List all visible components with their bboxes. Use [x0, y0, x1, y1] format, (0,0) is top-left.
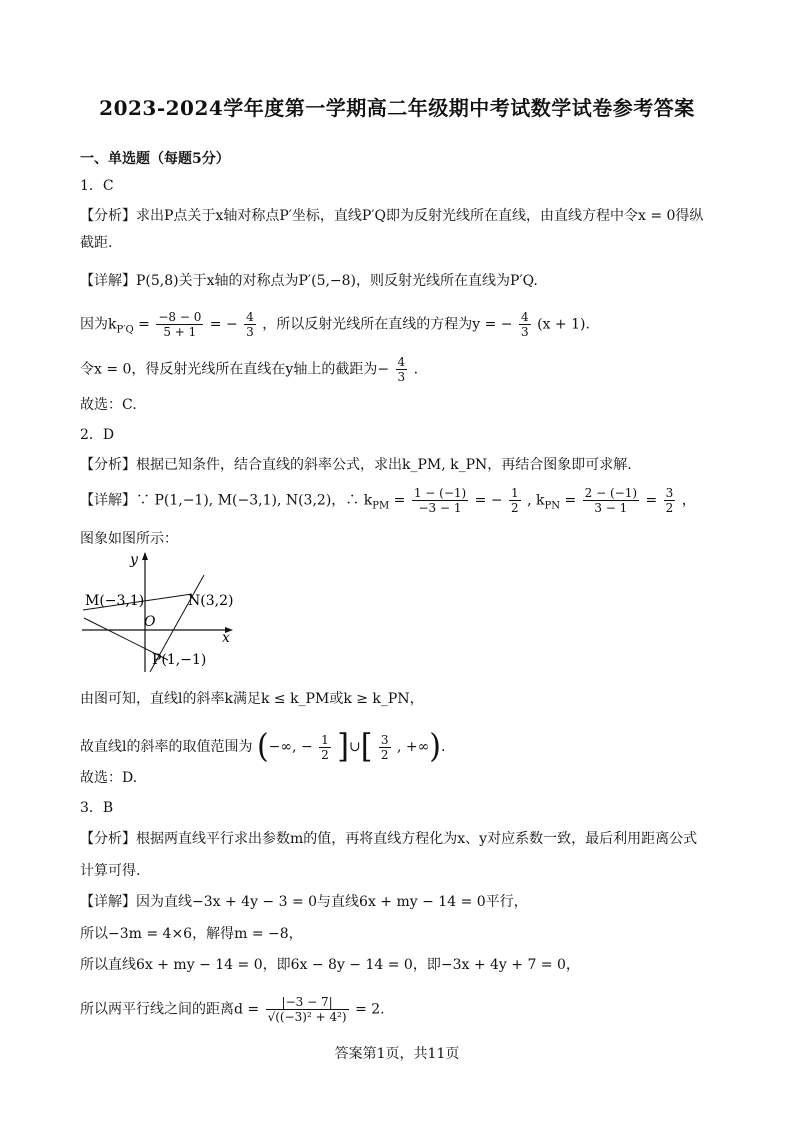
fraction: $\frac{4}{3}$ [521, 310, 529, 339]
q2-choice: 故选：D. [80, 770, 138, 786]
label-y: y [130, 552, 138, 568]
fraction: $\frac{1}{2}$ [321, 732, 329, 762]
label-origin: O [144, 614, 156, 630]
q3-step1: 所以−3m = 4×6，解得m = −8， [80, 926, 303, 942]
q3-answer: 3．B [80, 800, 114, 816]
q1-choice: 故选：C. [80, 397, 137, 413]
q1-answer: 1．C [80, 178, 114, 194]
fraction: $\frac{3}{2}$ [380, 732, 389, 762]
q1-intercept-line: 令x = 0，得反射光线所在直线在y轴上的截距为− $\frac{4}{3}$ . [80, 355, 419, 384]
q2-conclusion: 由图可知，直线l的斜率k满足k ≤ k_PM或k ≥ k_PN， [80, 691, 424, 707]
fraction: $\frac{-8 - 0}{5 + 1}$ [158, 310, 202, 339]
fraction: $\frac{3}{2}$ [665, 486, 674, 515]
q3-analysis-cont: 计算可得. [80, 863, 141, 879]
label-x: x [222, 630, 230, 646]
q2-figure-caption: 图象如图所示： [80, 531, 178, 547]
q1-slope-line: 因为$k_{P'Q}$ = $\frac{-8 - 0}{5 + 1}$ = − $\frac{4}{3}$ ，所以反射光线所在直线的方程为y = − $\frac{4}{3}$ (x + 1). [80, 310, 590, 339]
y-axis-arrow-icon [142, 552, 148, 560]
label-m: M(−3,1) [85, 593, 145, 609]
fraction: $\frac{4}{3}$ [397, 355, 406, 384]
q1-analysis-cont: 截距. [80, 235, 113, 251]
page-footer: 答案第1页，共11页 [334, 1046, 460, 1062]
label-n: N(3,2) [188, 593, 234, 609]
fraction: $\frac{1}{2}$ [511, 486, 519, 515]
q2-range-line: 故直线l的斜率的取值范围为 (−∞, − $\frac{1}{2}$ ]∪[ $\frac{3}{2}$ , +∞). [80, 727, 446, 766]
q3-analysis: 【分析】根据两直线平行求出参数m的值，再将直线方程化为x、y对应系数一致，最后利用距离公式 [80, 831, 698, 847]
q1-analysis: 【分析】求出P点关于x轴对称点P′坐标，直线P′Q即为反射光线所在直线，由直线方程中令x = 0得纵 [80, 208, 704, 224]
fraction: $\frac{4}{3}$ [246, 310, 254, 339]
page-title: 2023-2024学年度第一学期高二年级期中考试数学试卷参考答案 [99, 96, 695, 120]
section-heading: 一、单选题（每题5分） [80, 151, 230, 167]
q2-detail-line: 【详解】∵ P(1,−1), M(−3,1), N(3,2)，∴ $k_{PM}$ = $\frac{1 - (-1)}{-3 - 1}$ = − $\frac{1}{2}$ , $k_{PN}$ = $\frac{2 - (-1)}{3 - 1}$ = $\frac{3}{2}$ ， [80, 486, 696, 515]
q2-answer: 2．D [80, 427, 115, 443]
q3-detail: 【详解】因为直线−3x + 4y − 3 = 0与直线6x + my − 14 = 0平行， [80, 894, 528, 910]
q3-distance-line: 所以两平行线之间的距离d = $\frac{|-3 - 7|}{\text{√((−3)² + 4²)}}$ = 2. [80, 995, 385, 1024]
q2-coordinate-figure [80, 550, 250, 675]
q2-analysis: 【分析】根据已知条件，结合直线的斜率公式，求出k_PM, k_PN，再结合图象即可求解. [80, 457, 632, 473]
label-p: P(1,−1) [152, 652, 207, 668]
q3-step2: 所以直线6x + my − 14 = 0，即6x − 8y − 14 = 0，即−3x + 4y + 7 = 0， [80, 957, 580, 973]
fraction: $\frac{2 - (-1)}{3 - 1}$ [584, 486, 638, 515]
fraction: $\frac{|-3 - 7|}{\text{√((−3)² + 4²)}}$ [267, 995, 347, 1024]
q1-detail: 【详解】P(5,8)关于x轴的对称点为P′(5,−8)，则反射光线所在直线为P′Q. [80, 273, 538, 289]
fraction: $\frac{1 - (-1)}{-3 - 1}$ [413, 486, 467, 515]
